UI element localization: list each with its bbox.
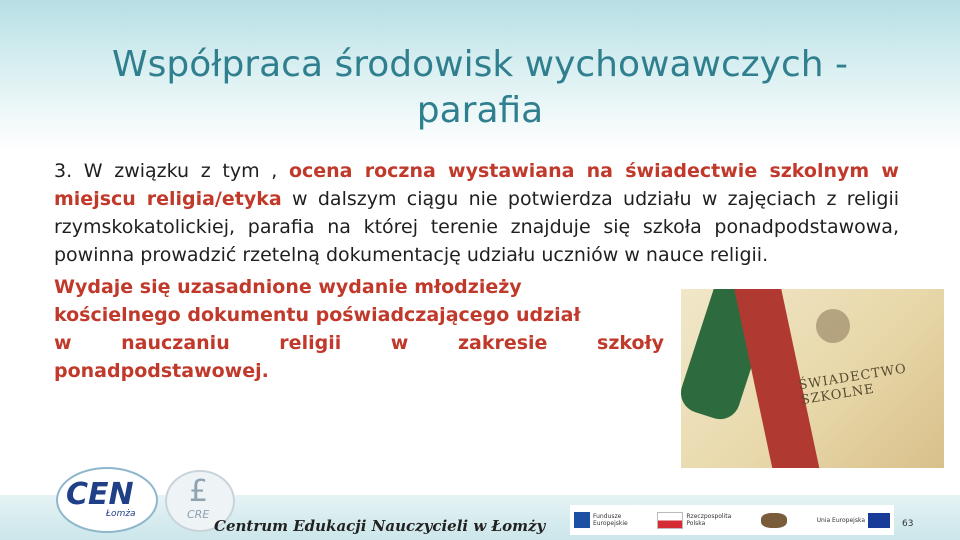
highlight-block	[54, 273, 664, 385]
eu-flag-icon	[868, 513, 890, 528]
title-line-2: parafia	[416, 90, 544, 131]
paragraph-emphasis: ocena roczna wystawiana na świadectwie szkolnym w miejscu religia/etyka	[54, 160, 899, 210]
cre-symbol-icon: £	[189, 474, 209, 509]
cre-logo-text: CRE	[187, 508, 210, 521]
cen-logo-text: CEN	[66, 477, 134, 512]
fe-mark-icon	[574, 512, 590, 528]
pl-label-2: Polska	[686, 520, 706, 527]
pl-label-1: Rzeczpospolita	[686, 513, 732, 520]
polish-flag-icon	[657, 512, 683, 529]
pl-logo	[657, 512, 731, 529]
bison-icon	[761, 513, 787, 528]
slide-title	[80, 42, 880, 134]
paragraph-part-1: 3. W związku z tym ,	[54, 160, 289, 182]
certificate-caption: ŚWIADECTWO SZKOLNE	[797, 361, 908, 409]
fe-logo	[574, 512, 628, 528]
bison-logo	[761, 513, 787, 528]
cen-logo-subtext: Łomża	[106, 509, 136, 519]
highlight-line-3: w nauczaniu religii w zakresie szkoły ponadpodstawowej.	[54, 332, 664, 382]
highlight-line-1: Wydaje się uzasadnione wydanie młodzieży	[54, 276, 522, 298]
certificate-photo	[681, 289, 944, 468]
eagle-emblem-icon	[816, 309, 850, 343]
title-line-1: Współpraca środowisk wychowawczych -	[112, 44, 848, 85]
eu-label: Unia Europejska	[816, 516, 865, 524]
highlight-line-2: kościelnego dokumentu poświadczającego udział	[54, 304, 581, 326]
fe-label-2: Europejskie	[593, 520, 628, 527]
funding-logos	[570, 505, 894, 535]
eu-logo	[817, 513, 890, 528]
paragraph-part-3: w dalszym ciągu nie potwierdza udziału w zajęciach z religii rzymskokatolickiej, parafia na której terenie znajduje się szkoła ponadpodstawowa, powinna prowadzić rzetelną dokumentację udziału uczniów w nauce religii.	[54, 188, 900, 266]
paragraph	[54, 157, 899, 269]
page-number: 63	[902, 519, 914, 529]
cen-logo	[56, 467, 158, 533]
fe-label-1: Fundusze	[593, 513, 622, 520]
institution-name: Centrum Edukacji Nauczycieli w Łomży	[214, 517, 546, 535]
